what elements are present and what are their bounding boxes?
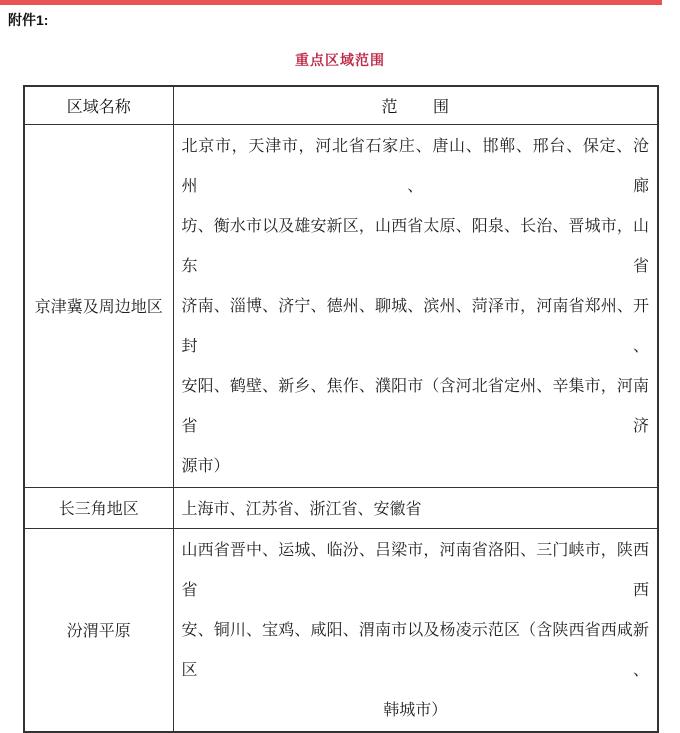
scope-text-line: 坊、衡水市以及雄安新区，山西省太原、阳泉、长治、晋城市，山东省: [181, 217, 649, 275]
scope-text-line: 源市）: [181, 457, 230, 475]
scope-text-line: 安、铜川、宝鸡、咸阳、渭南市以及杨凌示范区（含陕西省西咸新区、: [181, 621, 649, 679]
region-name-cell: 京津冀及周边地区: [24, 124, 173, 487]
table-header-row: [24, 86, 658, 124]
scope-text-line: 韩城市）: [383, 701, 448, 719]
page-title: 重点区域范围: [295, 52, 385, 68]
scope-text-line: 北京市，天津市，河北省石家庄、唐山、邯郸、邢台、保定、沧州、廊: [181, 137, 649, 195]
table-row-jingjinji: [24, 124, 658, 487]
scope-text-line: 上海市、江苏省、浙江省、安徽省: [181, 501, 422, 518]
region-scope-cell: [173, 124, 658, 487]
region-name-cell: 长三角地区: [24, 487, 173, 528]
scope-text-line: 安阳、鹤壁、新乡、焦作、濮阳市（含河北省定州、辛集市，河南省济: [181, 377, 649, 435]
table-row-yangtze-delta: [24, 487, 658, 528]
key-regions-table: [23, 85, 659, 733]
scope-text-line: 济南、淄博、济宁、德州、聊城、滨州、菏泽市，河南省郑州、开封、: [181, 297, 649, 355]
column-header-scope: 范 围: [173, 86, 658, 124]
region-name-cell: 汾渭平原: [24, 528, 173, 732]
attachment-label: 附件1:: [8, 12, 49, 28]
column-header-region-name: 区域名称: [24, 86, 173, 124]
top-accent-bar: [0, 0, 662, 5]
scope-text-line: 山西省晋中、运城、临汾、吕梁市，河南省洛阳、三门峡市，陕西省西: [181, 541, 649, 599]
region-scope-cell: [173, 528, 658, 732]
table-row-fenwei-plain: [24, 528, 658, 732]
region-scope-cell: [173, 487, 658, 528]
